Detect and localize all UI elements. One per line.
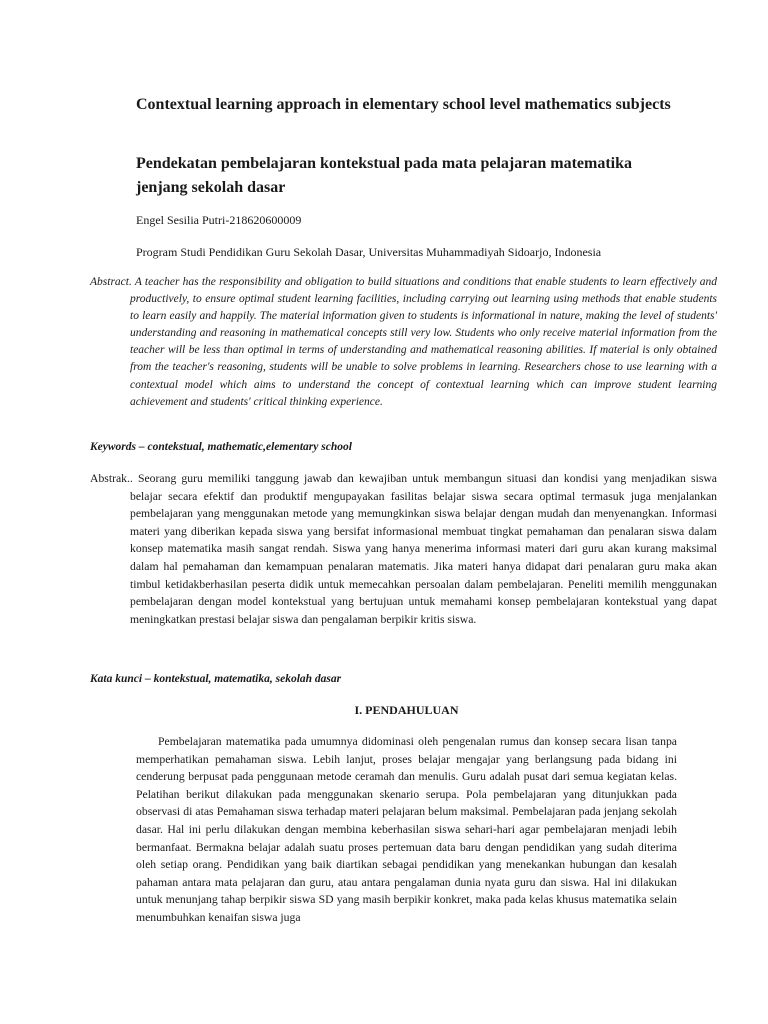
abstract-indonesian: Abstrak.. Seorang guru memiliki tanggung jawab dan kewajiban untuk membangun situasi dan kondisi yang menjadikan siswa belajar secara efektif dan produktif mengupayakan fasilitas belajar siswa secara optimal termasuk juga menjalankan pembelajaran yang menggunakan metode yang memungkinkan siswa belajar dengan mudah dan menyenangkan. Informasi materi yang diberikan kepada siswa yang bersifat informasional membuat tingkat pemahaman dan penalaran siswa dalam konsep matematika masih sangat rendah. Siswa yang hanya menerima informasi materi dari guru akan kurang maksimal dalam hal pemahaman dan kemampuan penalaran matematis. Jika materi hanya didapat dari penalaran guru maka akan timbul ketidakberhasilan peserta didik untuk memecahkan persoalan dalam pembelajaran. Peneliti memilih menggunakan pembelajaran dengan model kontekstual yang bertujuan untuk memahami konsep pembelajaran kontekstual yang dapat meningkatkan prestasi belajar siswa dan pengalaman berpikir kritis siswa. [90,472,717,626]
keywords-indonesian: Kata kunci – kontekstual, matematika, sekolah dasar [90,673,342,685]
body-paragraph: Pembelajaran matematika pada umumnya didominasi oleh pengenalan rumus dan konsep secara lisan tanpa memperhatikan pemahaman siswa. Lebih lanjut, proses belajar mengajar yang berlangsung pada bidang ini cenderung berpusat pada penggunaan metode ceramah dan menulis. Guru adalah pusat dari semua kegiatan kelas. Pelatihan berikut dilakukan pada menggunakan skenario serupa. Pola pembelajaran yang ditunjukkan pada observasi di atas Pemahaman siswa terhadap materi pelajaran belum maksimal. Pembelajaran pada jenjang sekolah dasar. Hal ini perlu dilakukan dengan membina keberhasilan siswa sehari-hari agar pembelajaran menjadi lebih bermanfaat. Bermakna belajar adalah suatu proses pertemuan data baru dengan pendidikan yang sudah diterima oleh setiap orang. Pendidikan yang baik diartikan sebagai pendidikan yang menekankan hubungan dan kesalah pahaman antara mata pelajaran dan guru, atau antara pengalaman dunia nyata guru dan siswa. Hal ini dilakukan untuk menunjang tahap berpikir siswa SD yang masih berpikir konkret, maka pada kelas khusus matematika selain menumbuhkan kenaifan siswa juga [136,735,677,924]
paper-title-indonesian: Pendekatan pembelajaran kontekstual pada mata pelajaran matematika jenjang sekolah dasar [136,155,633,196]
affiliation-line: Program Studi Pendidikan Guru Sekolah Dasar, Universitas Muhammadiyah Sidoarjo, Indonesia [136,245,602,259]
author-line: Engel Sesilia Putri-218620600009 [136,213,302,227]
abstract-english: Abstract. A teacher has the responsibility and obligation to build situations and conditions that enable students to learn effectively and productively, to ensure optimal student learning facilities, including carrying out learning using methods that enable students to learn easily and happily. The material information given to students is informational in nature, making the level of students' understanding and reasoning in mathematical concepts still very low. Students who only receive material information from the teacher will be less than optimal in terms of understanding and mathematical reasoning abilities. If material is only obtained from the teacher's reasoning, students will be unable to solve problems in learning. Researchers chose to use learning with a contextual model which aims to understand the concept of contextual learning which can improve student learning achievement and students' critical thinking experience. [90,276,717,408]
keywords-english: Keywords – contekstual, mathematic,elementary school [90,441,352,453]
section-heading: I. PENDAHULUAN [354,703,459,717]
paper-title-english: Contextual learning approach in elementary school level mathematics subjects [136,96,671,113]
